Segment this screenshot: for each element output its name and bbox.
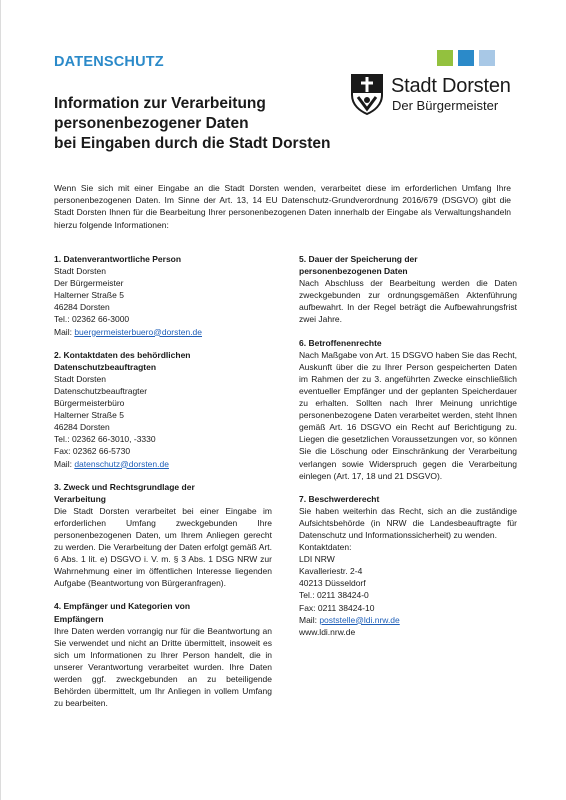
contact-line: Kavalleriestr. 2-4: [299, 566, 363, 577]
section-body: Nach Maßgabe von Art. 15 DSGVO haben Sie das Recht, Auskunft über die zu Ihrer Person gespeicherten Daten im Rahmen der zu 3. angeführten Zwecke einschließlich eventueller Empfänger und der geplanten Speicherdauer zu erhalten. Sollten nach Ihrer Meinung unrichtige personenbezogene Daten verarbeitet werden, steht Ihnen gemäß Art. 16 DSGVO ein Recht auf Berichtigung zu. Liegen die gesetzlichen Voraussetzungen vor, so können Sie die Löschung oder Einschränkung der Verarbeitung verlangen sowie Widerspruch gegen die Verarbeitung einlegen (Art. 17, 18 und 21 DSGVO).: [299, 349, 517, 481]
address-line: Halterner Straße 5: [54, 410, 124, 421]
section-purpose: [54, 481, 272, 590]
section-title: 6. Betroffenenrechte: [299, 337, 382, 348]
phone-line: Tel.: 02362 66-3000: [54, 314, 130, 325]
section-body: Die Stadt Dorsten verarbeitet bei einer Eingabe im erforderlichen Umfang zweckgebunden Ihre personenbezogenen Daten, um Ihrem Anliegen gerecht zu werden. Die Verarbeitung der Daten erfolgt gemäß Art. 6 Abs. 1 lit. e) DSGVO i. V. m. § 3 Abs. 1 DSG NRW zur Wahrnehmung einer im öffentlichen Interesse liegenden Aufgabe (Beantwortung von Bürgeranfragen).: [54, 505, 272, 589]
section-recipients: [54, 600, 272, 709]
address-line: Datenschutzbeauftragter: [54, 385, 148, 396]
mail-label: Mail:: [54, 326, 75, 337]
intro-paragraph: Wenn Sie sich mit einer Eingabe an die Stadt Dorsten wenden, verarbeitet diese im erforderlichen Umfang Ihre personenbezogenen Daten. Im Sinne der Art. 13, 14 EU Datenschutz-Grundverordnung 2016/679 (DSGVO) gibt die Stadt Dorsten Ihnen für die Bearbeitung Ihrer personenbezogenen Daten innerhalb der Eingabe als Verwaltungshandeln hierzu folgende Informationen:: [54, 183, 511, 230]
right-column: [299, 253, 517, 649]
contact-line: 40213 Düsseldorf: [299, 578, 366, 589]
title-line: personenbezogener Daten: [54, 115, 249, 132]
mail-line: [299, 614, 517, 626]
address-line: Bürgermeisterbüro: [54, 398, 125, 409]
section-rights: [299, 337, 517, 482]
contact-line: Kontaktdaten:: [299, 542, 352, 553]
light-blue-square: [479, 50, 495, 66]
section-controller: [54, 253, 272, 338]
phone-line: Tel.: 02362 66-3010, -3330: [54, 434, 156, 445]
mail-link[interactable]: poststelle@ldi.nrw.de: [319, 614, 400, 625]
logo-name: Stadt Dorsten: [391, 75, 511, 97]
mail-label: Mail:: [54, 458, 75, 469]
section-title: 4. Empfänger und Kategorien von Empfängern: [54, 601, 191, 624]
section-dpo: [54, 349, 272, 470]
contact-line: LDI NRW: [299, 554, 335, 565]
fax-line: Fax: 02362 66-5730: [54, 446, 131, 457]
section-complaint: [299, 493, 517, 638]
section-title: 5. Dauer der Speicherung der personenbezogenen Daten: [299, 254, 418, 277]
section-body: Nach Abschluss der Bearbeitung werden die Daten zweckgebunden zur ordnungsgemäßen Aktenführung aufbewahrt. In der Regel beträgt die Aufbewahrungsfrist zwei Jahre.: [299, 278, 517, 325]
mail-label: Mail:: [299, 614, 320, 625]
address-line: Der Bürgermeister: [54, 278, 124, 289]
left-column: [54, 253, 272, 720]
fax-line: Fax: 0211 38424-10: [299, 602, 375, 613]
phone-line: Tel.: 0211 38424-0: [299, 590, 369, 601]
mail-line: [54, 326, 272, 338]
kicker-heading: DATENSCHUTZ: [54, 54, 164, 70]
section-title: 1. Datenverantwortliche Person: [54, 254, 182, 264]
website-link[interactable]: www.ldi.nrw.de: [299, 626, 356, 637]
address-line: Halterner Straße 5: [54, 290, 124, 301]
section-title: 2. Kontaktdaten des behördlichen Datenschutzbeauftragten: [54, 349, 191, 372]
section-retention: [299, 253, 517, 326]
section-body: Ihre Daten werden vorrangig nur für die Beantwortung an Sie verwendet und nicht an Dritte übermittelt, insoweit es sich um Informationen zu Ihrer Person handelt, die in unserer Verantwortung verarbeitet wurden. Ihre Daten werden ggf. zweckgebunden an zu beteiligende Behörden übermittelt, um Ihr Anliegen in vollem Umfang zu bearbeiten.: [54, 625, 272, 709]
address-line: 46284 Dorsten: [54, 422, 110, 433]
document-title: [54, 94, 330, 154]
mail-link[interactable]: buergermeisterbuero@dorsten.de: [74, 326, 203, 337]
page-edge: [0, 0, 1, 800]
logo-subtitle: Der Bürgermeister: [392, 98, 499, 113]
blue-square: [458, 50, 474, 66]
section-title: 3. Zweck und Rechtsgrundlage der Verarbeitung: [54, 481, 195, 504]
green-square: [437, 50, 453, 66]
address-line: Stadt Dorsten: [54, 266, 106, 277]
mail-link[interactable]: datenschutz@dorsten.de: [74, 458, 169, 469]
mail-line: [54, 458, 272, 470]
section-body: Sie haben weiterhin das Recht, sich an die zuständige Aufsichtsbehörde (in NRW die Landesbeauftragte für Datenschutz und Informationssicherheit) zu wenden.: [299, 505, 517, 540]
address-line: 46284 Dorsten: [54, 302, 110, 313]
address-line: Stadt Dorsten: [54, 373, 106, 384]
title-line: Information zur Verarbeitung: [54, 95, 266, 112]
section-title: 7. Beschwerderecht: [299, 493, 380, 504]
title-line: bei Eingaben durch die Stadt Dorsten: [54, 135, 331, 152]
coat-of-arms-icon: [350, 73, 384, 115]
